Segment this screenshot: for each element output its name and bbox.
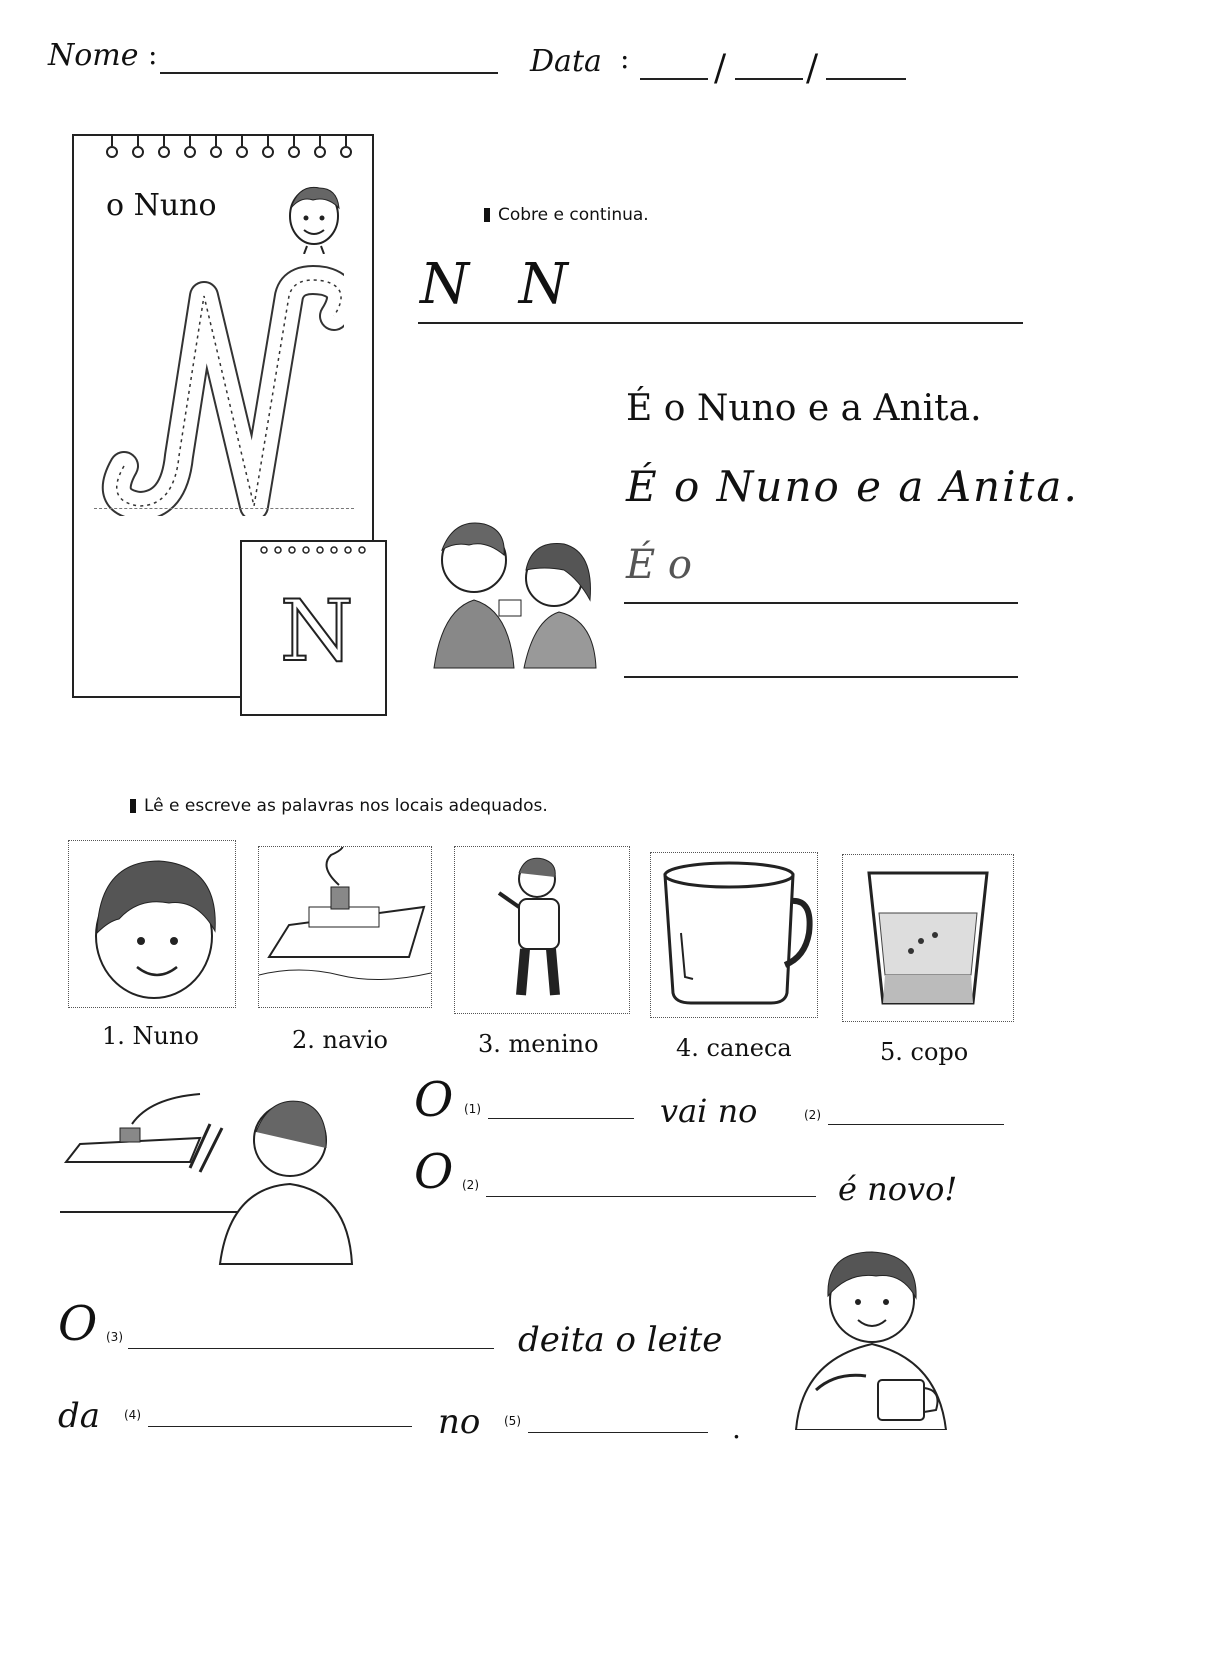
blank-number: (2) xyxy=(804,1108,821,1122)
blank-number: (2) xyxy=(462,1178,479,1192)
card-divider xyxy=(94,508,354,509)
date-month-field[interactable] xyxy=(735,78,803,80)
blank-1[interactable] xyxy=(488,1118,634,1119)
cursive-sentence: É o Nuno e a Anita. xyxy=(626,462,1079,511)
sentence1-mid: vai no xyxy=(660,1092,758,1130)
small-spiral-rings xyxy=(242,540,385,558)
blank-2[interactable] xyxy=(828,1124,1004,1125)
cursive-start: É o xyxy=(626,542,692,588)
blank-3[interactable] xyxy=(128,1348,494,1349)
word-label: 2. navio xyxy=(292,1026,388,1054)
date-day-field[interactable] xyxy=(640,78,708,80)
ship-icon xyxy=(259,847,431,1007)
sentence4-no: no xyxy=(438,1402,481,1442)
small-notepad xyxy=(240,540,387,716)
picture-menino xyxy=(454,846,630,1014)
blank-2b[interactable] xyxy=(486,1196,816,1197)
blank-number: (1) xyxy=(464,1102,481,1116)
instruction-cobre-text: Cobre e continua. xyxy=(498,205,649,225)
date-year-field[interactable] xyxy=(826,78,906,80)
trace-letters: N N xyxy=(420,252,584,317)
sentence3-end: deita o leite xyxy=(518,1320,723,1360)
sentence4-end: . xyxy=(732,1412,741,1445)
name-label: Nome xyxy=(48,38,139,73)
boy-with-mug-illustration xyxy=(786,1240,956,1430)
write-line-1[interactable] xyxy=(624,602,1018,604)
boy-standing-icon xyxy=(455,847,629,1013)
picture-nuno xyxy=(68,840,236,1008)
spiral-rings xyxy=(74,132,372,162)
blank-4[interactable] xyxy=(148,1426,412,1427)
blank-5[interactable] xyxy=(528,1432,708,1433)
word-label: 3. menino xyxy=(478,1030,599,1058)
bullet-icon xyxy=(130,799,136,813)
print-sentence: É o Nuno e a Anita. xyxy=(626,388,982,429)
instruction-le xyxy=(130,796,548,816)
name-field[interactable] xyxy=(160,72,498,74)
bullet-icon xyxy=(484,208,490,222)
instruction-cobre xyxy=(484,205,649,225)
picture-copo xyxy=(842,854,1014,1022)
tracing-letter-n-icon xyxy=(94,256,344,516)
instruction-le-text: Lê e escreve as palavras nos locais adequados. xyxy=(144,796,548,816)
sentence3-o: O xyxy=(58,1296,98,1352)
word-label: 4. caneca xyxy=(676,1034,792,1062)
children-illustration xyxy=(414,500,604,670)
boy-waving-ship-illustration xyxy=(60,1088,360,1268)
blank-number: (4) xyxy=(124,1408,141,1422)
sentence1-o: O xyxy=(414,1072,454,1128)
blank-number: (3) xyxy=(106,1330,123,1344)
trace-line[interactable] xyxy=(418,322,1023,324)
boy-face-icon xyxy=(279,174,349,254)
mug-icon xyxy=(651,853,817,1017)
sentence4-da: da xyxy=(58,1396,101,1436)
sentence2-o: O xyxy=(414,1144,454,1200)
colon-mark-2: : xyxy=(620,42,630,75)
colon-mark: : xyxy=(148,38,158,71)
boy-face-icon xyxy=(69,841,235,1007)
word-label: 1. Nuno xyxy=(102,1022,199,1050)
date-slash-1: / xyxy=(714,48,727,89)
card-title: o Nuno xyxy=(106,188,217,223)
picture-caneca xyxy=(650,852,818,1018)
word-label: 5. copo xyxy=(880,1038,969,1066)
sentence2-end: é novo! xyxy=(838,1170,958,1208)
date-label: Data xyxy=(530,44,602,79)
write-line-2[interactable] xyxy=(624,676,1018,678)
glass-icon xyxy=(843,855,1013,1021)
blank-number: (5) xyxy=(504,1414,521,1428)
small-letter: N xyxy=(280,582,354,680)
picture-navio xyxy=(258,846,432,1008)
date-slash-2: / xyxy=(806,48,819,89)
